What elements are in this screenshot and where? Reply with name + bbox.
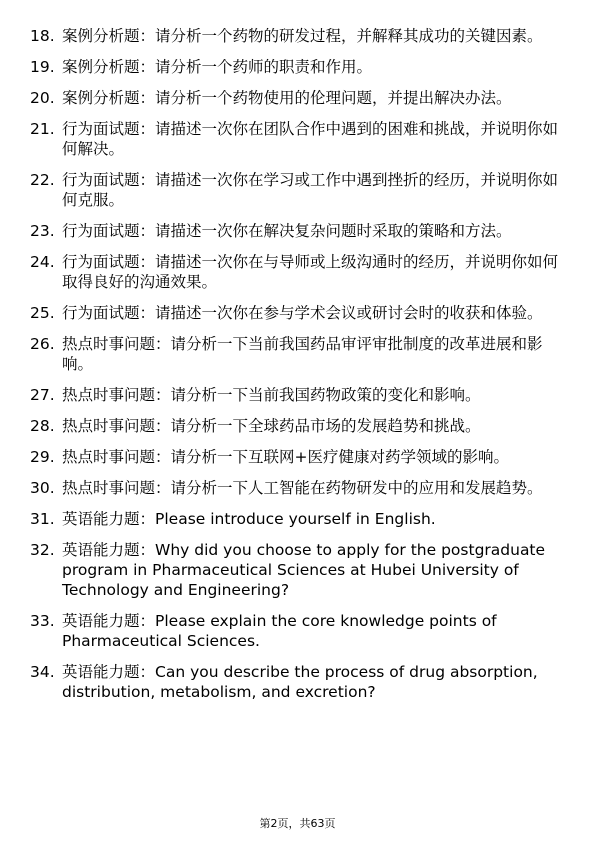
- question-item: [30, 478, 570, 498]
- question-text: 案例分析题：请分析一个药物使用的伦理问题，并提出解决办法。: [62, 89, 512, 107]
- question-item: [30, 509, 570, 529]
- question-text: 英语能力题：Please introduce yourself in English.: [62, 510, 436, 528]
- question-item: [30, 385, 570, 405]
- question-number: 32.: [30, 541, 55, 559]
- question-list: [30, 26, 570, 713]
- question-text: 热点时事问题：请分析一下人工智能在药物研发中的应用和发展趋势。: [62, 479, 543, 497]
- question-text: 英语能力题：Why did you choose to apply for the postgraduate program in Pharmaceutical Sciences at Hubei University of Technology and Engineering?: [62, 541, 546, 599]
- question-text: 案例分析题：请分析一个药师的职责和作用。: [62, 58, 373, 76]
- question-number: 22.: [30, 171, 55, 189]
- question-number: 31.: [30, 510, 55, 528]
- question-item: [30, 88, 570, 108]
- question-number: 30.: [30, 479, 55, 497]
- question-number: 18.: [30, 27, 55, 45]
- question-number: 26.: [30, 335, 55, 353]
- question-number: 23.: [30, 222, 55, 240]
- question-item: [30, 119, 570, 159]
- question-number: 28.: [30, 417, 55, 435]
- question-text: 英语能力题：Can you describe the process of drug absorption, distribution, metabolism, and excretion?: [62, 663, 538, 701]
- question-item: [30, 57, 570, 77]
- question-item: [30, 26, 570, 46]
- question-text: 行为面试题：请描述一次你在与导师或上级沟通时的经历，并说明你如何取得良好的沟通效果。: [62, 253, 559, 291]
- question-item: [30, 303, 570, 323]
- page-footer: [0, 817, 595, 831]
- question-item: [30, 540, 570, 600]
- question-number: 33.: [30, 612, 55, 630]
- question-number: 20.: [30, 89, 55, 107]
- question-item: [30, 662, 570, 702]
- question-text: 行为面试题：请描述一次你在团队合作中遇到的困难和挑战，并说明你如何解决。: [62, 120, 559, 158]
- page-number-label: 第2页，共63页: [259, 817, 336, 830]
- question-text: 行为面试题：请描述一次你在参与学术会议或研讨会时的收获和体验。: [62, 304, 543, 322]
- question-text: 英语能力题：Please explain the core knowledge points of Pharmaceutical Sciences.: [62, 612, 497, 650]
- question-item: [30, 447, 570, 467]
- question-number: 21.: [30, 120, 55, 138]
- question-number: 27.: [30, 386, 55, 404]
- question-text: 行为面试题：请描述一次你在学习或工作中遇到挫折的经历，并说明你如何克服。: [62, 171, 559, 209]
- question-text: 热点时事问题：请分析一下互联网+医疗健康对药学领域的影响。: [62, 448, 509, 466]
- question-number: 34.: [30, 663, 55, 681]
- question-text: 行为面试题：请描述一次你在解决复杂问题时采取的策略和方法。: [62, 222, 512, 240]
- question-number: 19.: [30, 58, 55, 76]
- question-number: 29.: [30, 448, 55, 466]
- question-text: 热点时事问题：请分析一下全球药品市场的发展趋势和挑战。: [62, 417, 481, 435]
- question-item: [30, 170, 570, 210]
- question-text: 热点时事问题：请分析一下当前我国药物政策的变化和影响。: [62, 386, 481, 404]
- question-number: 25.: [30, 304, 55, 322]
- question-item: [30, 334, 570, 374]
- question-item: [30, 221, 570, 241]
- question-item: [30, 611, 570, 651]
- question-text: 热点时事问题：请分析一下当前我国药品审评审批制度的改革进展和影响。: [62, 335, 543, 373]
- question-item: [30, 252, 570, 292]
- question-item: [30, 416, 570, 436]
- question-number: 24.: [30, 253, 55, 271]
- question-text: 案例分析题：请分析一个药物的研发过程，并解释其成功的关键因素。: [62, 27, 543, 45]
